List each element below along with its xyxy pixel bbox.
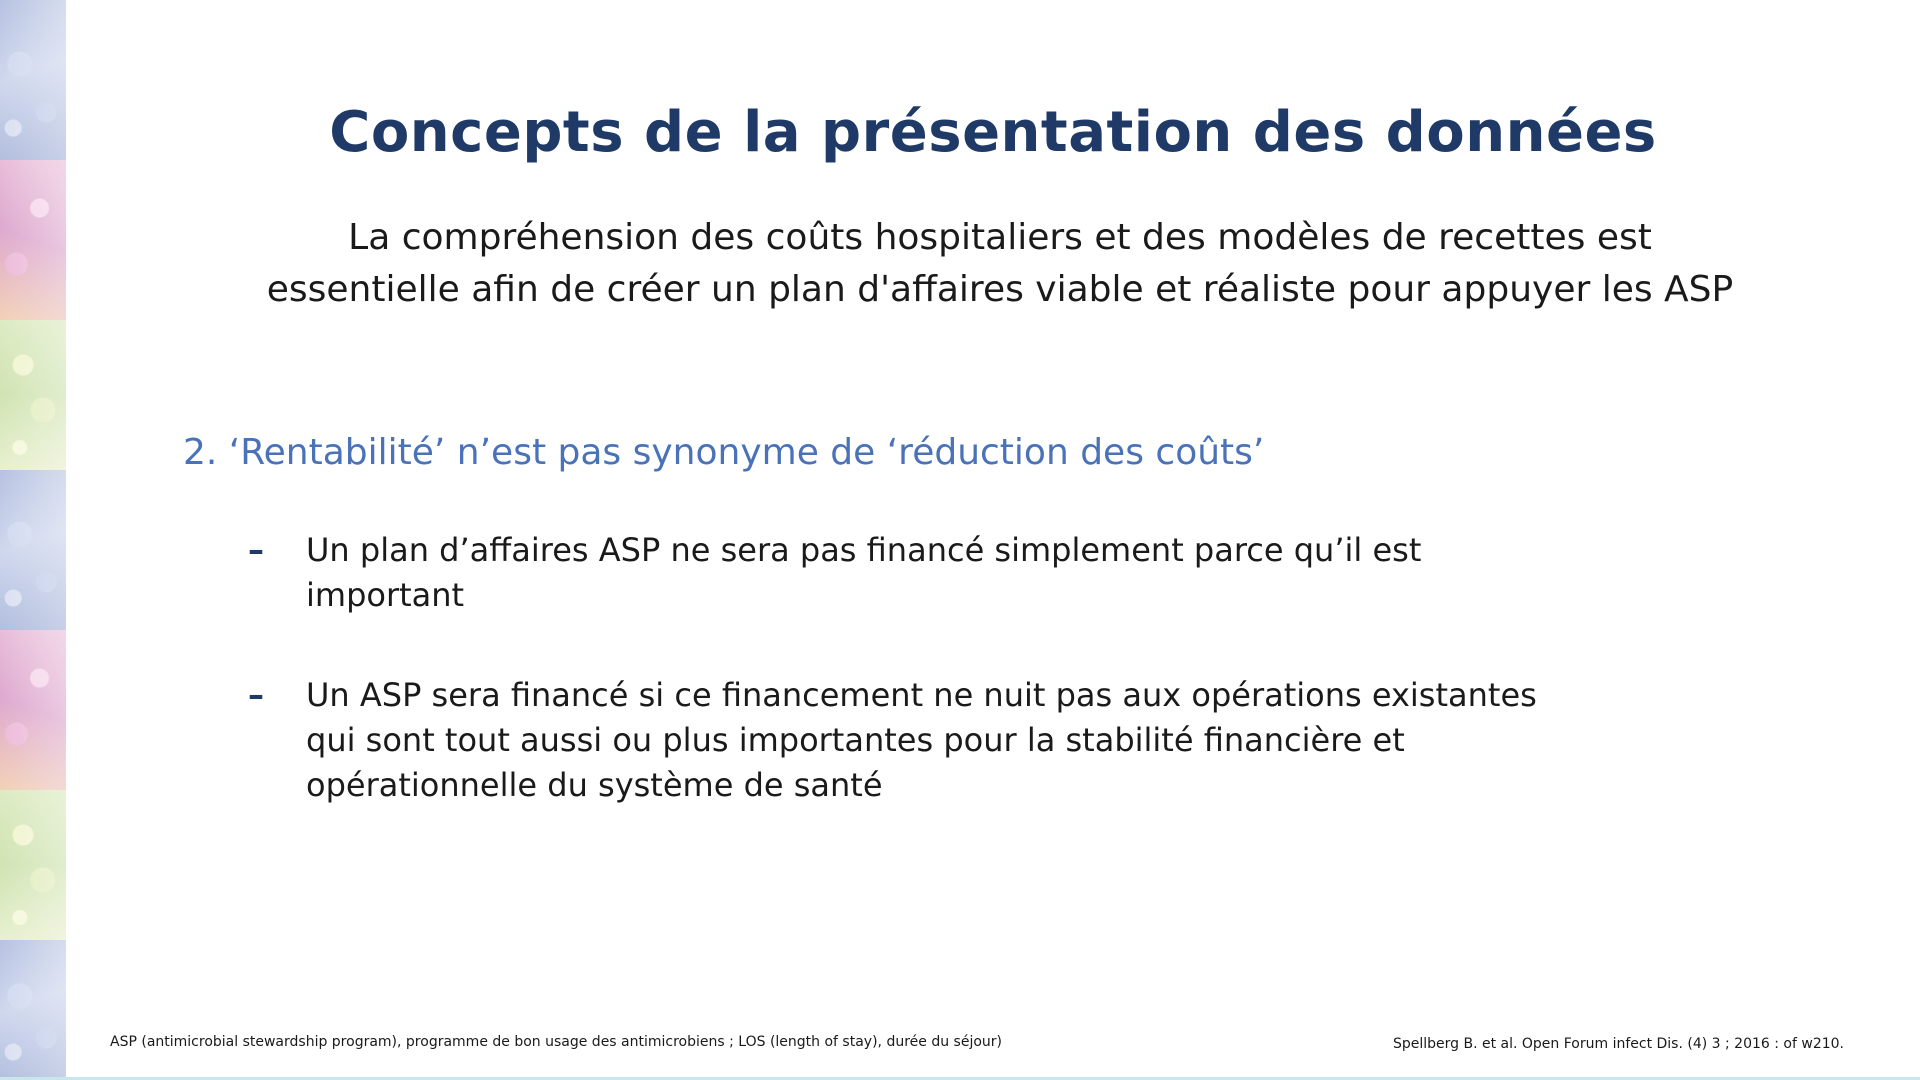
bullet-text: [306, 673, 1748, 808]
decorative-veil: [0, 0, 66, 1080]
bullet-line: important: [306, 576, 465, 614]
bullet-item: [248, 673, 1748, 813]
dash-bullet-icon: –: [248, 676, 264, 714]
abbreviations-footnote: ASP (antimicrobial stewardship program), programme de bon usage des antimicrobiens ; LOS (length of stay), durée du séjour): [110, 1034, 1002, 1050]
bullet-text: [306, 528, 1748, 618]
intro-line: essentielle afin de créer un plan d'affaires viable et réaliste pour appuyer les ASP: [266, 269, 1734, 310]
intro-line: La compréhension des coûts hospitaliers et des modèles de recettes est: [348, 217, 1652, 258]
bullet-line: opérationnelle du système de santé: [306, 766, 883, 804]
point-heading: 2. ‘Rentabilité’ n’est pas synonyme de ‘réduction des coûts’: [183, 432, 1265, 473]
dash-bullet-icon: –: [248, 531, 264, 569]
slide-title: Concepts de la présentation des données: [329, 100, 1657, 165]
decorative-side-strip: [0, 0, 66, 1080]
bullet-line: qui sont tout aussi ou plus importantes pour la stabilité financière et: [306, 721, 1405, 759]
bullet-item: [248, 528, 1748, 628]
bullet-line: Un ASP sera financé si ce financement ne nuit pas aux opérations existantes: [306, 676, 1537, 714]
intro-text: [120, 212, 1880, 316]
bullet-line: Un plan d’affaires ASP ne sera pas financé simplement parce qu’il est: [306, 531, 1422, 569]
reference-footnote: Spellberg B. et al. Open Forum infect Dis. (4) 3 ; 2016 : of w210.: [1392, 1036, 1844, 1052]
